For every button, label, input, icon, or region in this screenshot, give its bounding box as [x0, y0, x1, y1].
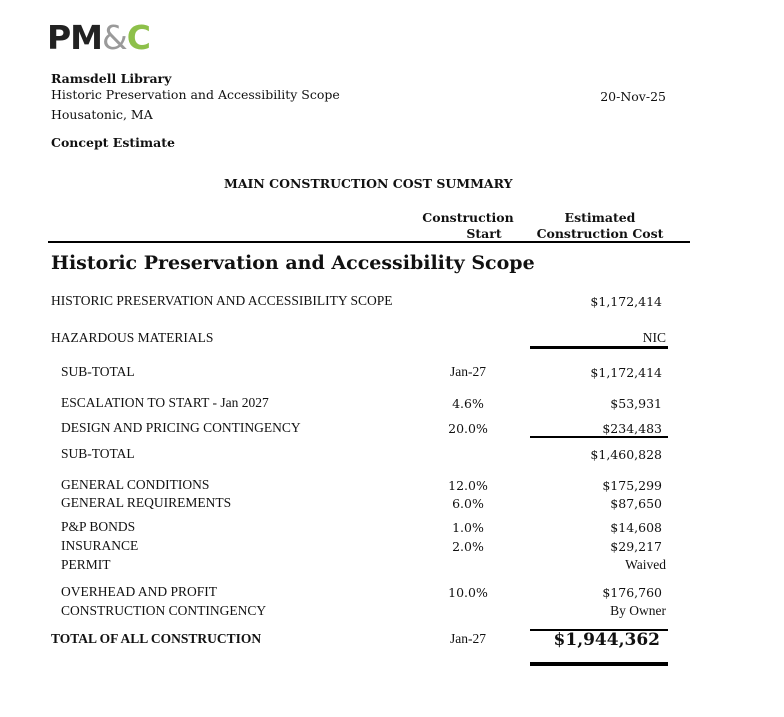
col-header-start-line1: Construction: [422, 210, 514, 225]
row-mid-bonds: 1.0%: [452, 520, 484, 535]
row-value-permit: Waived: [625, 557, 666, 572]
logo-pm: PM: [47, 18, 103, 57]
subtotal-rule-2: [530, 436, 668, 438]
row-value-subtotal-2: $1,460,828: [590, 447, 662, 462]
row-value-scope: $1,172,414: [590, 294, 662, 309]
col-header-construction-start: [418, 210, 518, 242]
row-label-escalation: ESCALATION TO START - Jan 2027: [61, 395, 269, 410]
row-value-construction-contingency: By Owner: [610, 603, 666, 618]
row-value-design-contingency: $234,483: [602, 421, 662, 436]
row-mid-general-requirements: 6.0%: [452, 496, 484, 511]
row-mid-insurance: 2.0%: [452, 539, 484, 554]
row-value-insurance: $29,217: [610, 539, 662, 554]
row-value-hazmat: NIC: [642, 330, 666, 345]
row-label-general-conditions: GENERAL CONDITIONS: [61, 477, 210, 492]
row-label-subtotal-1: SUB-TOTAL: [61, 364, 135, 379]
total-value: $1,944,362: [553, 630, 660, 650]
row-label-bonds: P&P BONDS: [61, 519, 136, 534]
logo-c: C: [126, 18, 150, 57]
col-header-start-line2: Start: [466, 226, 502, 241]
row-label-hazmat: HAZARDOUS MATERIALS: [51, 330, 214, 345]
total-label: TOTAL OF ALL CONSTRUCTION: [51, 631, 262, 646]
logo-ampersand: &: [102, 18, 127, 57]
col-header-cost-line1: Estimated: [564, 210, 636, 225]
row-label-general-requirements: GENERAL REQUIREMENTS: [61, 495, 232, 510]
row-mid-subtotal-1: Jan-27: [450, 364, 486, 379]
row-label-permit: PERMIT: [61, 557, 111, 572]
company-logo: [47, 18, 150, 58]
project-name: Ramsdell Library: [51, 71, 172, 86]
summary-title: MAIN CONSTRUCTION COST SUMMARY: [224, 176, 513, 191]
row-label-insurance: INSURANCE: [61, 538, 139, 553]
row-value-subtotal-1: $1,172,414: [590, 365, 662, 380]
row-label-scope: HISTORIC PRESERVATION AND ACCESSIBILITY SCOPE: [51, 293, 393, 308]
row-mid-general-conditions: 12.0%: [448, 478, 488, 493]
row-mid-design-contingency: 20.0%: [448, 421, 488, 436]
section-title: Historic Preservation and Accessibility Scope: [51, 252, 535, 274]
row-value-general-requirements: $87,650: [610, 496, 662, 511]
row-label-overhead-profit: OVERHEAD AND PROFIT: [61, 584, 218, 599]
total-bottom-rule: [530, 662, 668, 666]
col-header-estimated-cost: [530, 210, 670, 242]
row-label-design-contingency: DESIGN AND PRICING CONTINGENCY: [61, 420, 301, 435]
row-value-escalation: $53,931: [610, 396, 662, 411]
estimate-type: Concept Estimate: [51, 135, 175, 150]
row-mid-overhead-profit: 10.0%: [448, 585, 488, 600]
row-label-construction-contingency: CONSTRUCTION CONTINGENCY: [61, 603, 267, 618]
row-value-bonds: $14,608: [610, 520, 662, 535]
project-scope: Historic Preservation and Accessibility Scope: [51, 87, 340, 102]
project-location: Housatonic, MA: [51, 107, 153, 122]
row-label-subtotal-2: SUB-TOTAL: [61, 446, 135, 461]
row-value-overhead-profit: $176,760: [602, 585, 662, 600]
row-mid-escalation: 4.6%: [452, 396, 484, 411]
header-rule: [48, 241, 690, 243]
estimate-date: 20-Nov-25: [600, 89, 666, 104]
row-value-general-conditions: $175,299: [602, 478, 662, 493]
col-header-cost-line2: Construction Cost: [536, 226, 664, 241]
total-mid: Jan-27: [450, 631, 486, 646]
subtotal-rule-1: [530, 346, 668, 349]
